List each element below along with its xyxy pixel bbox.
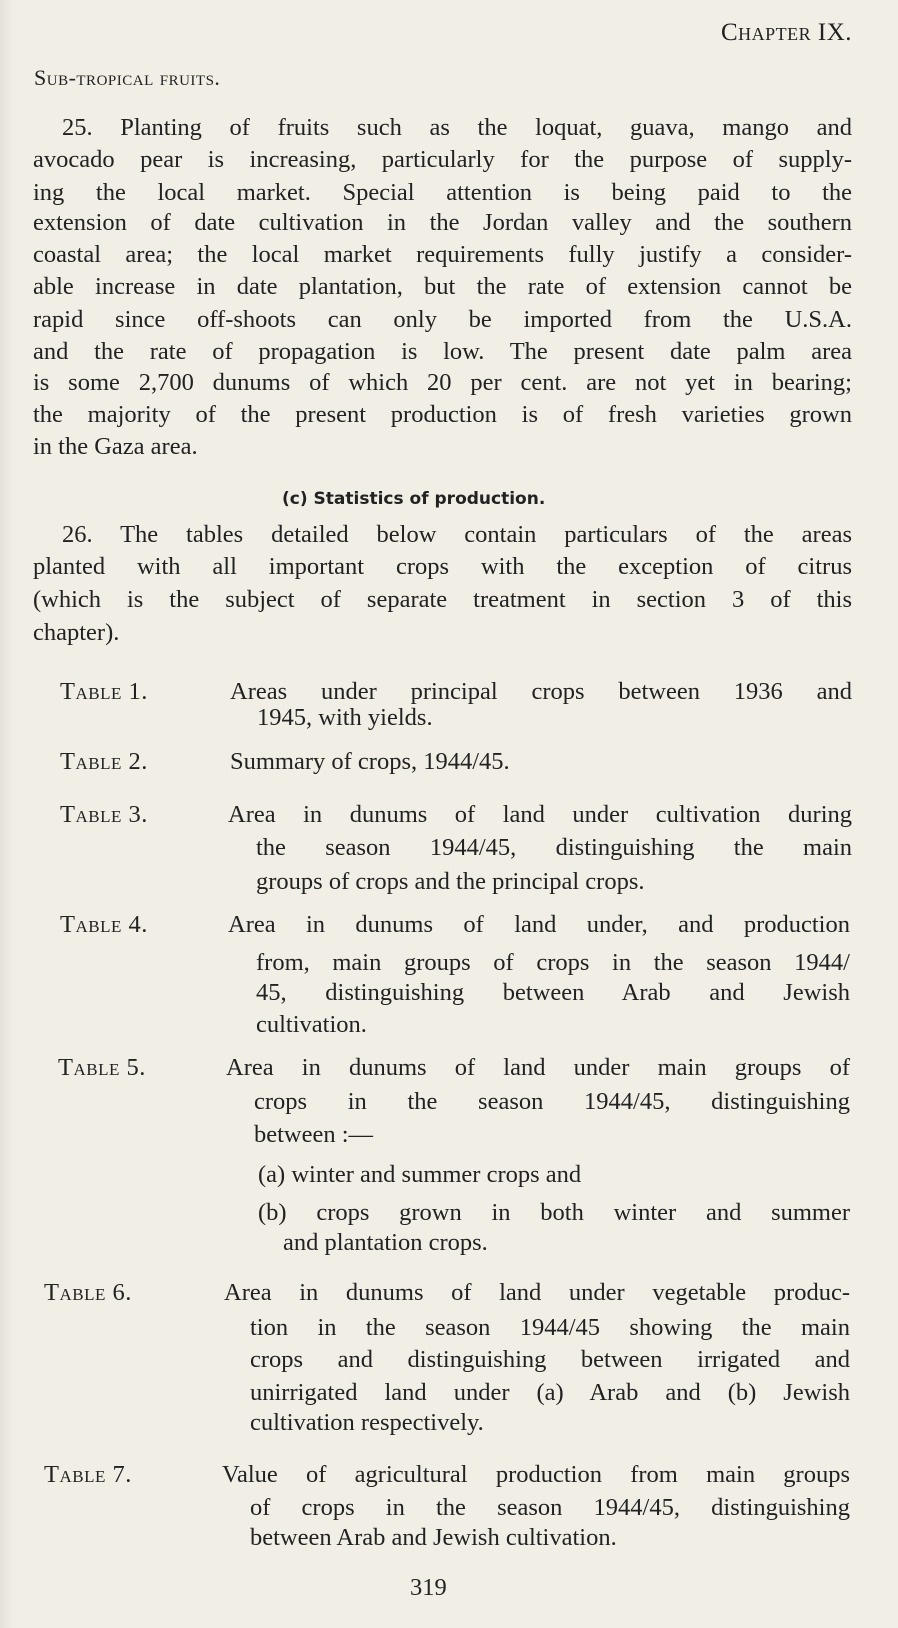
subheading: (c) Statistics of production. [282,489,546,509]
table-label: Table 4. [60,911,148,938]
text-line: 26. The tables detailed below contain particulars of the areas [62,521,852,548]
table-desc-line: Areas under principal crops between 1936 and [230,678,852,705]
table-label: Table 7. [44,1461,132,1488]
table-label: Table 2. [60,748,148,775]
table-label: Table 6. [44,1279,132,1306]
text-line: planted with all important crops with the exception of citrus [33,553,852,580]
table-desc-line: the season 1944/45, distinguishing the main [256,834,852,861]
text-line: and the rate of propagation is low. The present date palm area [33,338,852,365]
text-line: is some 2,700 dunums of which 20 per cent. are not yet in bearing; [33,369,852,396]
text-line: 25. Planting of fruits such as the loquat, guava, mango and [62,114,852,141]
text-line: rapid since off-shoots can only be imported from the U.S.A. [33,306,852,333]
page-number: 319 [410,1574,447,1601]
table-desc-line: crops and distinguishing between irrigated and [250,1346,850,1373]
table-desc-line: Summary of crops, 1944/45. [230,748,510,775]
text-line: coastal area; the local market requirements fully justify a consider- [33,241,852,268]
text-line: (which is the subject of separate treatment in section 3 of this [33,586,852,613]
table-desc-line: unirrigated land under (a) Arab and (b) Jewish [250,1379,850,1406]
table-desc-line: of crops in the season 1944/45, distinguishing [250,1494,850,1521]
table-desc-line: Area in dunums of land under cultivation during [228,801,852,828]
table-desc-line: groups of crops and the principal crops. [256,868,645,895]
table-desc-line: Area in dunums of land under vegetable produc- [224,1279,850,1306]
text-line: the majority of the present production is of fresh varieties grown [33,401,852,428]
table-desc-line: 1945, with yields. [257,704,433,731]
table-desc-line: Area in dunums of land under main groups of [226,1054,850,1081]
table-desc-line: (a) winter and summer crops and [258,1161,582,1188]
table-desc-line: between :— [254,1121,374,1148]
page-binding-shadow [0,0,14,1628]
table-desc-line: (b) crops grown in both winter and summer [258,1199,850,1226]
table-label: Table 5. [58,1054,146,1081]
chapter-header: Chapter IX. [720,19,852,46]
table-desc-line: cultivation. [256,1011,367,1038]
table-desc-line: Area in dunums of land under, and production [228,911,850,938]
table-desc-line: crops in the season 1944/45, distinguishing [254,1088,850,1115]
table-desc-line: cultivation respectively. [250,1409,484,1436]
table-desc-line: 45, distinguishing between Arab and Jewish [256,979,850,1006]
table-desc-line: tion in the season 1944/45 showing the main [250,1314,850,1341]
table-desc-line: and plantation crops. [283,1229,488,1256]
text-line: avocado pear is increasing, particularly for the purpose of supply- [33,146,852,173]
table-label: Table 1. [60,678,148,705]
table-desc-line: between Arab and Jewish cultivation. [250,1524,617,1551]
text-line: in the Gaza area. [33,433,198,460]
table-label: Table 3. [60,801,148,828]
text-line: able increase in date plantation, but the rate of extension cannot be [33,273,852,300]
text-line: extension of date cultivation in the Jordan valley and the southern [33,209,852,236]
text-line: chapter). [33,619,120,646]
section-title: Sub-tropical fruits. [34,65,221,90]
table-desc-line: Value of agricultural production from main groups [222,1461,850,1488]
text-line: ing the local market. Special attention is being paid to the [33,179,852,206]
table-desc-line: from, main groups of crops in the season 1944/ [256,949,850,976]
